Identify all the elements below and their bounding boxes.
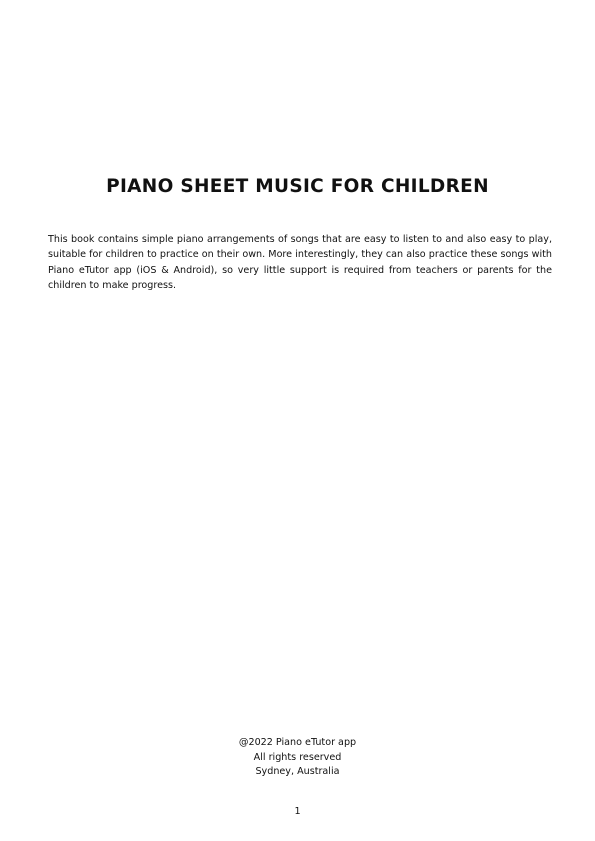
copyright-footer (0, 736, 595, 780)
location-line: Sydney, Australia (255, 766, 340, 777)
document-title: PIANO SHEET MUSIC FOR CHILDREN (106, 176, 489, 197)
copyright-line: @2022 Piano eTutor app (238, 737, 357, 748)
page-number: 1 (294, 806, 301, 817)
intro-paragraph: This book contains simple piano arrangements of songs that are easy to listen to and also easy to play, suitable for children to practice on their own. More interestingly, they can also practice these songs with Piano eTutor app (iOS & Android), so very little support is required from teachers or parents for the children to make progress. (48, 234, 552, 291)
rights-line: All rights reserved (253, 751, 342, 763)
